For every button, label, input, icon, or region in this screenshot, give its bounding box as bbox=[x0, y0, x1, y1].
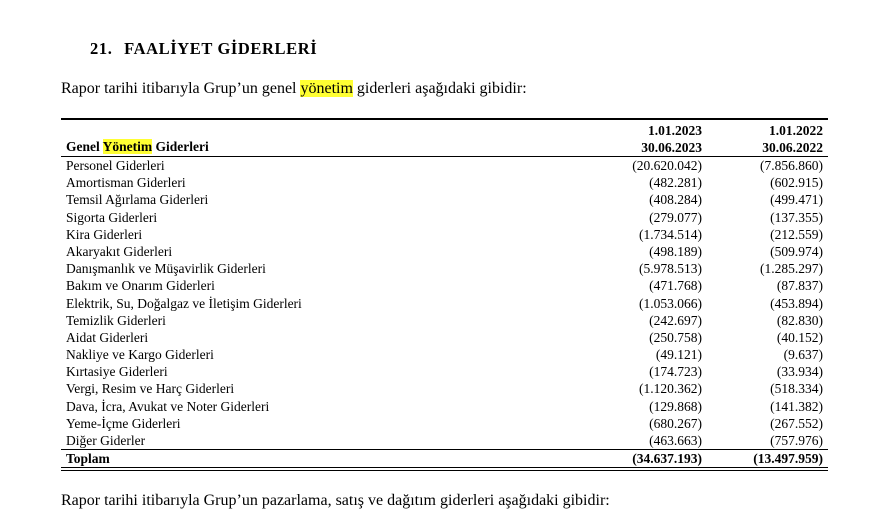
table-row bbox=[61, 260, 828, 277]
row-value-2022: (82.830) bbox=[776, 312, 823, 328]
table-row bbox=[61, 277, 828, 294]
table-row bbox=[61, 157, 828, 174]
total-label: Toplam bbox=[66, 451, 110, 467]
row-value-2023: (680.267) bbox=[649, 415, 702, 431]
total-double-rule bbox=[61, 470, 828, 471]
table-row bbox=[61, 312, 828, 329]
row-label: Aidat Giderleri bbox=[66, 329, 149, 345]
row-label: Kırtasiye Giderleri bbox=[66, 364, 168, 380]
row-value-2023: (174.723) bbox=[649, 364, 702, 380]
intro-text-before: Rapor tarihi itibarıyla Grup’un genel bbox=[61, 80, 301, 97]
outro-paragraph: Rapor tarihi itibarıyla Grup’un pazarlama, satış ve dağıtım giderleri aşağıdaki gibidir: bbox=[61, 492, 610, 509]
row-value-2023: (20.620.042) bbox=[632, 158, 702, 173]
column-header-2023 bbox=[641, 122, 702, 156]
row-value-2023: (242.697) bbox=[649, 312, 702, 328]
row-value-2023: (1.053.066) bbox=[639, 295, 702, 311]
row-label: Diğer Giderler bbox=[66, 433, 146, 448]
row-value-2022: (87.837) bbox=[776, 278, 823, 294]
col1-end-date: 30.06.2023 bbox=[641, 140, 702, 155]
table-row bbox=[61, 432, 828, 449]
table-row bbox=[61, 295, 828, 312]
row-label: Danışmanlık ve Müşavirlik Giderleri bbox=[66, 261, 266, 277]
section-heading bbox=[90, 39, 317, 59]
table-body bbox=[61, 157, 828, 449]
table-row bbox=[61, 415, 828, 432]
column-header-2022 bbox=[762, 122, 823, 156]
intro-text-after: giderleri aşağıdaki gibidir: bbox=[352, 80, 527, 97]
table-row bbox=[61, 363, 828, 380]
table-row bbox=[61, 243, 828, 260]
total-value-2023: (34.637.193) bbox=[632, 451, 702, 467]
row-value-2022: (9.637) bbox=[783, 347, 823, 363]
intro-highlight: yönetim bbox=[300, 80, 353, 97]
row-value-2023: (482.281) bbox=[649, 175, 702, 191]
row-value-2022: (33.934) bbox=[776, 364, 823, 380]
table-row bbox=[61, 209, 828, 226]
section-number: 21. bbox=[90, 39, 113, 58]
row-value-2022: (453.894) bbox=[770, 295, 823, 311]
table-label bbox=[66, 139, 209, 155]
row-value-2022: (267.552) bbox=[770, 415, 823, 431]
row-value-2023: (5.978.513) bbox=[639, 261, 702, 277]
row-value-2022: (602.915) bbox=[770, 175, 823, 191]
row-label: Temsil Ağırlama Giderleri bbox=[66, 192, 209, 208]
row-value-2022: (7.856.860) bbox=[760, 158, 823, 173]
row-value-2022: (212.559) bbox=[770, 226, 823, 242]
total-bottom-rule bbox=[61, 467, 828, 468]
expense-table bbox=[61, 118, 828, 471]
row-value-2023: (49.121) bbox=[655, 347, 702, 363]
row-value-2022: (141.382) bbox=[770, 398, 823, 414]
row-value-2023: (471.768) bbox=[649, 278, 702, 294]
table-label-after: Giderleri bbox=[152, 139, 209, 154]
table-row bbox=[61, 191, 828, 208]
row-label: Sigorta Giderleri bbox=[66, 209, 158, 225]
row-value-2022: (509.974) bbox=[770, 243, 823, 259]
row-value-2023: (498.189) bbox=[649, 243, 702, 259]
row-label: Amortisman Giderleri bbox=[66, 175, 186, 191]
row-label: Elektrik, Su, Doğalgaz ve İletişim Giderleri bbox=[66, 295, 302, 311]
row-label: Dava, İcra, Avukat ve Noter Giderleri bbox=[66, 398, 270, 414]
intro-paragraph bbox=[61, 80, 527, 98]
row-label: Akaryakıt Giderleri bbox=[66, 243, 173, 259]
row-value-2023: (1.120.362) bbox=[639, 381, 702, 397]
row-value-2022: (40.152) bbox=[776, 329, 823, 345]
row-label: Temizlik Giderleri bbox=[66, 312, 166, 328]
row-value-2023: (1.734.514) bbox=[639, 226, 702, 242]
col1-start-date: 1.01.2023 bbox=[648, 123, 702, 138]
row-label: Vergi, Resim ve Harç Giderleri bbox=[66, 381, 235, 397]
row-label: Bakım ve Onarım Giderleri bbox=[66, 278, 215, 294]
table-label-before: Genel bbox=[66, 139, 103, 154]
row-value-2022: (137.355) bbox=[770, 209, 823, 225]
table-label-highlight: Yönetim bbox=[102, 139, 153, 154]
table-row bbox=[61, 174, 828, 191]
row-value-2022: (518.334) bbox=[770, 381, 823, 397]
row-value-2022: (1.285.297) bbox=[760, 261, 823, 277]
table-row bbox=[61, 346, 828, 363]
row-label: Personel Giderleri bbox=[66, 158, 165, 173]
table-row bbox=[61, 380, 828, 397]
row-value-2023: (463.663) bbox=[649, 433, 702, 448]
row-value-2023: (250.758) bbox=[649, 329, 702, 345]
row-value-2022: (499.471) bbox=[770, 192, 823, 208]
row-label: Nakliye ve Kargo Giderleri bbox=[66, 347, 214, 363]
table-row bbox=[61, 226, 828, 243]
row-label: Yeme-İçme Giderleri bbox=[66, 415, 181, 431]
col2-end-date: 30.06.2022 bbox=[762, 140, 823, 155]
total-value-2022: (13.497.959) bbox=[753, 451, 823, 467]
section-title: FAALİYET GİDERLERİ bbox=[124, 39, 318, 58]
table-header bbox=[61, 120, 828, 156]
row-label: Kira Giderleri bbox=[66, 226, 143, 242]
table-row bbox=[61, 329, 828, 346]
table-row bbox=[61, 398, 828, 415]
row-value-2023: (279.077) bbox=[649, 209, 702, 225]
row-value-2023: (129.868) bbox=[649, 398, 702, 414]
row-value-2022: (757.976) bbox=[770, 433, 823, 448]
row-value-2023: (408.284) bbox=[649, 192, 702, 208]
total-row bbox=[61, 450, 828, 467]
col2-start-date: 1.01.2022 bbox=[769, 123, 823, 138]
